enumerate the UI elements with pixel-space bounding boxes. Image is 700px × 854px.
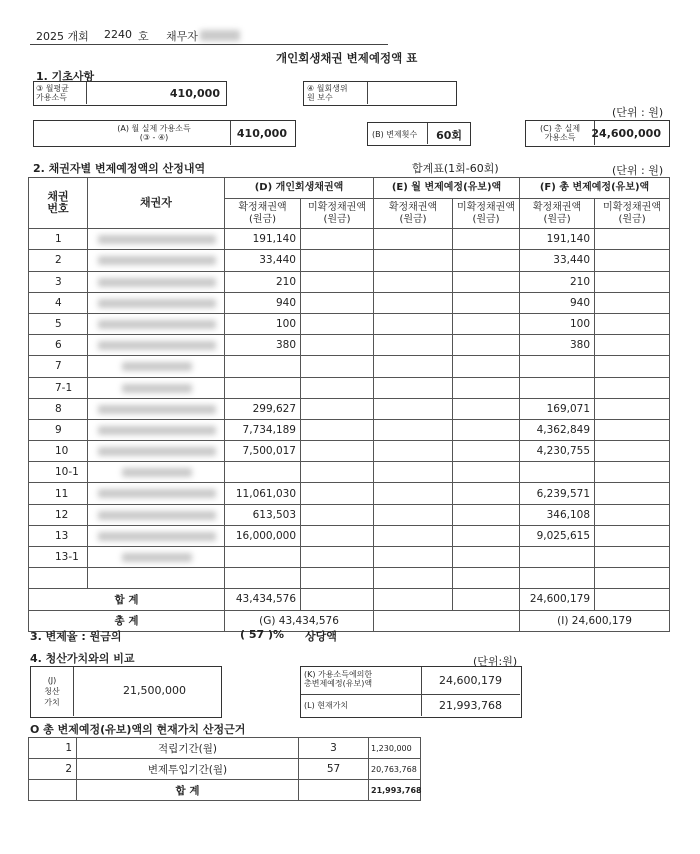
section4-title: 4. 청산가치와의 비교 bbox=[30, 652, 135, 665]
d-unconfirmed bbox=[301, 292, 374, 313]
f-unconfirmed bbox=[595, 229, 670, 250]
sum-label: 합 계 bbox=[29, 589, 225, 610]
d-unconfirmed bbox=[301, 568, 374, 589]
creditor-no bbox=[29, 568, 88, 589]
creditor-name-redacted bbox=[88, 356, 225, 377]
table-row bbox=[29, 250, 670, 271]
e-confirmed bbox=[374, 229, 453, 250]
b-box bbox=[367, 122, 471, 146]
e-unconfirmed bbox=[453, 229, 520, 250]
total-g: (G) 43,434,576 bbox=[225, 610, 374, 631]
creditor-no: 3 bbox=[29, 271, 88, 292]
pv-amount: 1,230,000 bbox=[369, 738, 421, 759]
d-confirmed: 191,140 bbox=[225, 229, 301, 250]
e-confirmed bbox=[374, 568, 453, 589]
a-label: (A) 월 실제 가용소득 (③ - ④) bbox=[117, 124, 191, 142]
f-unconfirmed bbox=[595, 377, 670, 398]
e-unconfirmed bbox=[453, 568, 520, 589]
table-row bbox=[29, 547, 670, 568]
pv-label: 변제투입기간(월) bbox=[77, 759, 299, 780]
e-unconfirmed bbox=[453, 525, 520, 546]
creditor-name-redacted bbox=[88, 419, 225, 440]
creditor-name-redacted bbox=[88, 483, 225, 504]
d-confirmed: 940 bbox=[225, 292, 301, 313]
creditor-name-redacted bbox=[88, 462, 225, 483]
f-unconfirmed bbox=[595, 504, 670, 525]
f-unconfirmed bbox=[595, 419, 670, 440]
pv-table bbox=[28, 737, 421, 801]
creditor-name-redacted bbox=[88, 250, 225, 271]
e-unconfirmed bbox=[453, 441, 520, 462]
total-label: 총 계 bbox=[29, 610, 225, 631]
table-row bbox=[29, 292, 670, 313]
f-confirmed: 100 bbox=[520, 313, 595, 334]
d-unconfirmed bbox=[301, 356, 374, 377]
d-confirmed bbox=[225, 568, 301, 589]
creditor-no: 4 bbox=[29, 292, 88, 313]
pv-no: 1 bbox=[29, 738, 77, 759]
creditor-name-redacted bbox=[88, 271, 225, 292]
table-row bbox=[29, 441, 670, 462]
table-row bbox=[29, 462, 670, 483]
f-unconfirmed bbox=[595, 483, 670, 504]
d-confirmed: 380 bbox=[225, 335, 301, 356]
head-e-unconfirmed: 미확정채권액 (원금) bbox=[453, 199, 520, 229]
e-confirmed bbox=[374, 504, 453, 525]
d-confirmed: 16,000,000 bbox=[225, 525, 301, 546]
e-confirmed bbox=[374, 398, 453, 419]
creditor-name-redacted bbox=[88, 313, 225, 334]
d-confirmed: 210 bbox=[225, 271, 301, 292]
creditor-no: 8 bbox=[29, 398, 88, 419]
e-confirmed bbox=[374, 292, 453, 313]
trustee-fee-box bbox=[303, 81, 457, 106]
pv-amount: 20,763,768 bbox=[369, 759, 421, 780]
d-confirmed: 7,734,189 bbox=[225, 419, 301, 440]
d-unconfirmed bbox=[301, 441, 374, 462]
b-value: 60회 bbox=[436, 129, 462, 142]
k-value: 24,600,179 bbox=[439, 674, 502, 687]
redaction-blur bbox=[98, 235, 216, 244]
pv-title: O 총 변제예정(유보)액의 현재가치 산정근거 bbox=[30, 723, 246, 736]
f-unconfirmed bbox=[595, 398, 670, 419]
f-unconfirmed bbox=[595, 547, 670, 568]
d-unconfirmed bbox=[301, 313, 374, 334]
d-unconfirmed bbox=[301, 462, 374, 483]
redaction-blur bbox=[98, 489, 216, 498]
redaction-blur bbox=[98, 278, 216, 287]
e-unconfirmed bbox=[453, 547, 520, 568]
d-unconfirmed bbox=[301, 377, 374, 398]
pv-no: 2 bbox=[29, 759, 77, 780]
section1-title: 1. 기초사항 bbox=[36, 70, 95, 83]
pv-months: 3 bbox=[299, 738, 369, 759]
creditor-name-redacted bbox=[88, 377, 225, 398]
debtor-label: 채무자 bbox=[166, 30, 198, 43]
f-unconfirmed bbox=[595, 525, 670, 546]
f-confirmed: 210 bbox=[520, 271, 595, 292]
pv-total-label: 합 계 bbox=[77, 780, 299, 801]
e-confirmed bbox=[374, 377, 453, 398]
creditor-name-redacted bbox=[88, 292, 225, 313]
e-unconfirmed bbox=[453, 377, 520, 398]
redaction-blur bbox=[98, 405, 216, 414]
e-unconfirmed bbox=[453, 356, 520, 377]
e-unconfirmed bbox=[453, 292, 520, 313]
case-number: 2240 bbox=[104, 28, 132, 41]
d-unconfirmed bbox=[301, 271, 374, 292]
header-line bbox=[30, 44, 388, 45]
document-title: 개인회생채권 변제예정액 표 bbox=[276, 51, 418, 65]
table-row bbox=[29, 504, 670, 525]
redaction-blur bbox=[98, 532, 216, 541]
e-confirmed bbox=[374, 525, 453, 546]
head-creditor: 채권자 bbox=[88, 178, 225, 229]
creditor-no: 7-1 bbox=[29, 377, 88, 398]
head-d-unconfirmed: 미확정채권액 (원금) bbox=[301, 199, 374, 229]
d-unconfirmed bbox=[301, 419, 374, 440]
unit-label-2: (단위 : 원) bbox=[612, 164, 664, 177]
f-confirmed bbox=[520, 462, 595, 483]
creditor-name-redacted bbox=[88, 547, 225, 568]
d-confirmed: 613,503 bbox=[225, 504, 301, 525]
d-unconfirmed bbox=[301, 547, 374, 568]
monthly-income-box bbox=[33, 81, 227, 106]
pv-row bbox=[29, 759, 421, 780]
unit-label-1: (단위 : 원) bbox=[612, 106, 664, 119]
d-confirmed bbox=[225, 462, 301, 483]
creditor-no: 13 bbox=[29, 525, 88, 546]
sum-f: 24,600,179 bbox=[520, 589, 595, 610]
redaction-blur bbox=[122, 468, 192, 477]
d-unconfirmed bbox=[301, 335, 374, 356]
pv-label: 적립기간(월) bbox=[77, 738, 299, 759]
head-creditor-no: 채권 번호 bbox=[29, 178, 88, 229]
e-unconfirmed bbox=[453, 504, 520, 525]
monthly-income-label: ③ 월평균 가용소득 bbox=[36, 84, 69, 102]
table-row bbox=[29, 419, 670, 440]
a-box bbox=[33, 120, 296, 147]
d-confirmed bbox=[225, 377, 301, 398]
f-confirmed: 4,362,849 bbox=[520, 419, 595, 440]
e-confirmed bbox=[374, 356, 453, 377]
creditor-name-redacted bbox=[88, 441, 225, 462]
case-year: 2025 개회 bbox=[36, 30, 89, 43]
e-confirmed bbox=[374, 271, 453, 292]
creditor-name-redacted bbox=[88, 568, 225, 589]
unit-label-4: (단위:원) bbox=[473, 655, 518, 668]
e-confirmed bbox=[374, 313, 453, 334]
creditor-no: 2 bbox=[29, 250, 88, 271]
f-confirmed bbox=[520, 356, 595, 377]
e-confirmed bbox=[374, 335, 453, 356]
creditor-no: 1 bbox=[29, 229, 88, 250]
head-e-confirmed: 확정채권액 (원금) bbox=[374, 199, 453, 229]
debtor-name-redacted bbox=[200, 30, 240, 41]
creditor-name-redacted bbox=[88, 335, 225, 356]
j-label: (J) 청산 가치 bbox=[44, 676, 60, 707]
section3-percent: ( 57 )% bbox=[240, 628, 285, 641]
redaction-blur bbox=[122, 553, 192, 562]
table-row bbox=[29, 313, 670, 334]
d-confirmed: 33,440 bbox=[225, 250, 301, 271]
table-row bbox=[29, 568, 670, 589]
redaction-blur bbox=[98, 447, 216, 456]
creditor-name-redacted bbox=[88, 398, 225, 419]
l-label: (L) 현재가치 bbox=[304, 701, 349, 710]
redaction-blur bbox=[98, 341, 216, 350]
b-label: (B) 변제횟수 bbox=[372, 130, 418, 139]
redaction-blur bbox=[122, 384, 192, 393]
e-unconfirmed bbox=[453, 271, 520, 292]
d-confirmed: 299,627 bbox=[225, 398, 301, 419]
e-unconfirmed bbox=[453, 419, 520, 440]
f-unconfirmed bbox=[595, 250, 670, 271]
head-d: (D) 개인회생채권액 bbox=[225, 178, 374, 199]
f-confirmed: 940 bbox=[520, 292, 595, 313]
creditor-no: 9 bbox=[29, 419, 88, 440]
table-row bbox=[29, 483, 670, 504]
f-unconfirmed bbox=[595, 271, 670, 292]
head-d-confirmed: 확정채권액 (원금) bbox=[225, 199, 301, 229]
creditor-table bbox=[28, 177, 670, 632]
f-confirmed: 9,025,615 bbox=[520, 525, 595, 546]
total-i: (I) 24,600,179 bbox=[520, 610, 670, 631]
k-label: (K) 가용소득에의한 총변제예정(유보)액 bbox=[304, 670, 373, 688]
table-row bbox=[29, 335, 670, 356]
section3-suffix: 상당액 bbox=[305, 630, 337, 643]
f-confirmed: 33,440 bbox=[520, 250, 595, 271]
d-confirmed: 100 bbox=[225, 313, 301, 334]
d-unconfirmed bbox=[301, 250, 374, 271]
d-confirmed: 11,061,030 bbox=[225, 483, 301, 504]
liquidation-value-box bbox=[30, 666, 222, 718]
f-confirmed: 6,239,571 bbox=[520, 483, 595, 504]
c-label: (C) 총 실제 가용소득 bbox=[540, 124, 581, 142]
e-unconfirmed bbox=[453, 483, 520, 504]
creditor-no: 10-1 bbox=[29, 462, 88, 483]
d-confirmed bbox=[225, 547, 301, 568]
f-unconfirmed bbox=[595, 335, 670, 356]
table-row bbox=[29, 356, 670, 377]
redaction-blur bbox=[98, 320, 216, 329]
table-row bbox=[29, 229, 670, 250]
head-f: (F) 총 변제예정(유보)액 bbox=[520, 178, 670, 199]
pv-months: 57 bbox=[299, 759, 369, 780]
e-unconfirmed bbox=[453, 398, 520, 419]
d-unconfirmed bbox=[301, 398, 374, 419]
sum-range-note: 합계표(1회-60회) bbox=[412, 162, 499, 175]
head-f-unconfirmed: 미확정채권액 (원금) bbox=[595, 199, 670, 229]
redaction-blur bbox=[98, 426, 216, 435]
head-f-confirmed: 확정채권액 (원금) bbox=[520, 199, 595, 229]
f-unconfirmed bbox=[595, 462, 670, 483]
e-confirmed bbox=[374, 419, 453, 440]
f-confirmed: 346,108 bbox=[520, 504, 595, 525]
d-confirmed bbox=[225, 356, 301, 377]
creditor-no: 7 bbox=[29, 356, 88, 377]
table-row bbox=[29, 398, 670, 419]
redaction-blur bbox=[98, 256, 216, 265]
creditor-no: 13-1 bbox=[29, 547, 88, 568]
trustee-fee-label: ④ 월회생위 원 보수 bbox=[307, 84, 348, 102]
f-unconfirmed bbox=[595, 568, 670, 589]
e-confirmed bbox=[374, 441, 453, 462]
creditor-name-redacted bbox=[88, 504, 225, 525]
d-unconfirmed bbox=[301, 483, 374, 504]
table-row bbox=[29, 377, 670, 398]
creditor-no: 5 bbox=[29, 313, 88, 334]
e-confirmed bbox=[374, 250, 453, 271]
e-unconfirmed bbox=[453, 313, 520, 334]
head-e: (E) 월 변제예정(유보)액 bbox=[374, 178, 520, 199]
table-row bbox=[29, 525, 670, 546]
redaction-blur bbox=[98, 511, 216, 520]
monthly-income-value: 410,000 bbox=[169, 87, 220, 100]
creditor-no: 6 bbox=[29, 335, 88, 356]
f-confirmed bbox=[520, 568, 595, 589]
c-value: 24,600,000 bbox=[591, 127, 661, 140]
redaction-blur bbox=[122, 362, 192, 371]
f-confirmed: 380 bbox=[520, 335, 595, 356]
table-row bbox=[29, 271, 670, 292]
d-unconfirmed bbox=[301, 229, 374, 250]
e-unconfirmed bbox=[453, 462, 520, 483]
d-unconfirmed bbox=[301, 525, 374, 546]
redaction-blur bbox=[98, 299, 216, 308]
f-confirmed: 4,230,755 bbox=[520, 441, 595, 462]
present-value-box bbox=[300, 666, 522, 718]
e-confirmed bbox=[374, 483, 453, 504]
c-box bbox=[525, 120, 670, 147]
d-confirmed: 7,500,017 bbox=[225, 441, 301, 462]
creditor-name-redacted bbox=[88, 229, 225, 250]
pv-row bbox=[29, 738, 421, 759]
d-unconfirmed bbox=[301, 504, 374, 525]
l-value: 21,993,768 bbox=[439, 699, 502, 712]
creditor-no: 11 bbox=[29, 483, 88, 504]
section2-title: 2. 채권자별 변제예정액의 산정내역 bbox=[33, 162, 206, 175]
f-confirmed bbox=[520, 377, 595, 398]
pv-total-amount: 21,993,768 bbox=[369, 780, 421, 801]
creditor-no: 12 bbox=[29, 504, 88, 525]
creditor-name-redacted bbox=[88, 525, 225, 546]
e-confirmed bbox=[374, 462, 453, 483]
e-unconfirmed bbox=[453, 250, 520, 271]
section3-text: 3. 변제율 : 원금의 bbox=[30, 630, 122, 643]
f-unconfirmed bbox=[595, 313, 670, 334]
f-confirmed: 169,071 bbox=[520, 398, 595, 419]
f-unconfirmed bbox=[595, 441, 670, 462]
e-confirmed bbox=[374, 547, 453, 568]
e-unconfirmed bbox=[453, 335, 520, 356]
case-suffix: 호 bbox=[138, 30, 149, 43]
j-value: 21,500,000 bbox=[123, 684, 186, 697]
f-confirmed: 191,140 bbox=[520, 229, 595, 250]
a-value: 410,000 bbox=[236, 127, 287, 140]
f-unconfirmed bbox=[595, 292, 670, 313]
creditor-no: 10 bbox=[29, 441, 88, 462]
sum-d: 43,434,576 bbox=[225, 589, 301, 610]
f-unconfirmed bbox=[595, 356, 670, 377]
f-confirmed bbox=[520, 547, 595, 568]
